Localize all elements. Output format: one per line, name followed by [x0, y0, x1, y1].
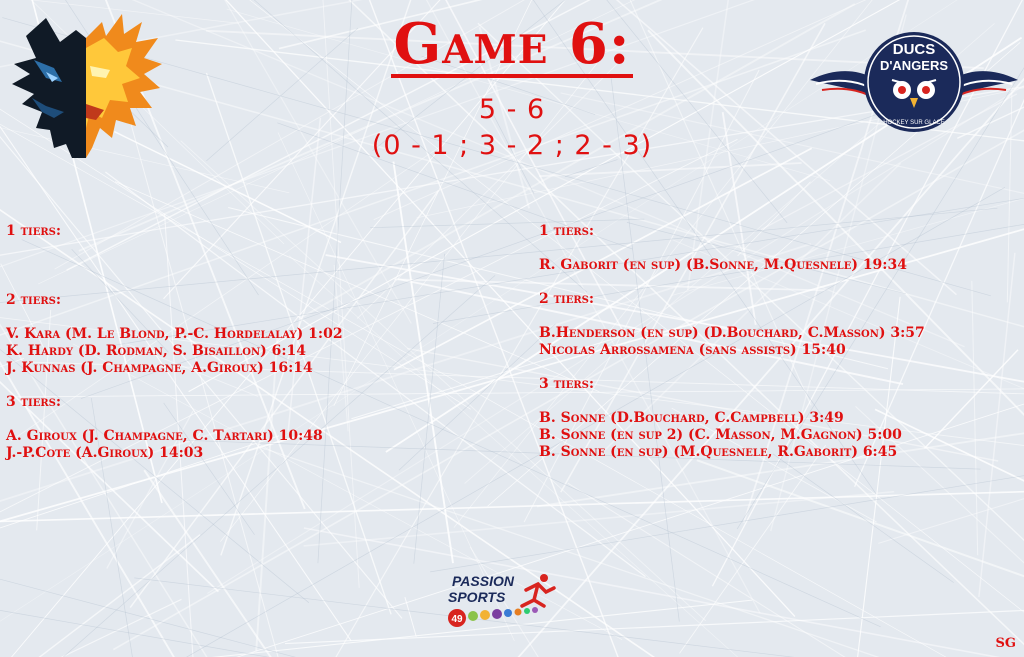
- ice-scratch: [0, 587, 727, 657]
- goal-line: Nicolas Arrossamena (sans assists) 15:40: [539, 342, 846, 358]
- owl-logo-top-text: DUCS: [892, 41, 936, 58]
- goal-line: B. Sonne (en sup) (M.Quesnele, R.Gaborit) 6:45: [539, 444, 898, 460]
- period-header: 2 tiers:: [6, 292, 62, 308]
- ice-scratch: [568, 483, 1003, 657]
- runner-icon: [522, 574, 554, 606]
- goal-line: B.Henderson (en sup) (D.Bouchard, C.Masson) 3:57: [539, 325, 925, 341]
- goal-line: V. Kara (M. Le Blond, P.-C. Hordelalay) 1:02: [6, 326, 343, 342]
- period-header: 3 tiers:: [6, 394, 62, 410]
- passion-text: PASSION: [452, 573, 514, 589]
- goal-line: K. Hardy (D. Rodman, S. Bisaillon) 6:14: [6, 343, 306, 359]
- owl-logo-name-text: D'ANGERS: [879, 58, 949, 73]
- signature: SG: [995, 636, 1016, 651]
- period-scores: (0 - 1 ; 3 - 2 ; 2 - 3): [371, 130, 653, 161]
- period-header: 2 tiers:: [539, 291, 595, 307]
- game-title-text: Game 6:: [393, 11, 631, 77]
- left-team-goals: [6, 223, 343, 462]
- owl-logo-sub-text: HOCKEY SUR GLACE: [883, 120, 945, 126]
- ice-scratch: [925, 350, 1019, 449]
- owl-icon: [806, 28, 1022, 138]
- right-team-goals: [539, 223, 925, 461]
- ice-scratch: [697, 460, 1024, 605]
- final-score: 5 - 6: [478, 94, 546, 125]
- goal-line: B. Sonne (en sup 2) (C. Masson, M.Gagnon) 5:00: [539, 427, 902, 443]
- ice-scratch: [0, 599, 182, 657]
- goal-line: A. Giroux (J. Champagne, C. Tartari) 10:48: [6, 428, 323, 444]
- period-header: 1 tiers:: [6, 223, 62, 239]
- ice-scratch: [773, 454, 954, 583]
- sports-text: SPORTS: [448, 589, 506, 605]
- goal-line: R. Gaborit (en sup) (B.Sonne, M.Quesnele) 19:34: [539, 257, 907, 273]
- ice-scratch: [979, 253, 1015, 597]
- period-header: 1 tiers:: [539, 223, 595, 239]
- goal-line: J. Kunnas (J. Champagne, A.Giroux) 16:14: [6, 360, 313, 376]
- goal-line: J.-P.Cote (A.Giroux) 14:03: [6, 445, 204, 461]
- goal-line: B. Sonne (D.Bouchard, C.Campbell) 3:49: [539, 410, 844, 426]
- ice-scratch: [0, 490, 1024, 525]
- ice-scratch: [430, 457, 1024, 572]
- period-header: 3 tiers:: [539, 376, 595, 392]
- ice-scratch: [259, 447, 1024, 657]
- passion-sports-logo: [440, 570, 560, 632]
- ice-scratch: [405, 597, 416, 637]
- badge-49: 49: [451, 614, 463, 625]
